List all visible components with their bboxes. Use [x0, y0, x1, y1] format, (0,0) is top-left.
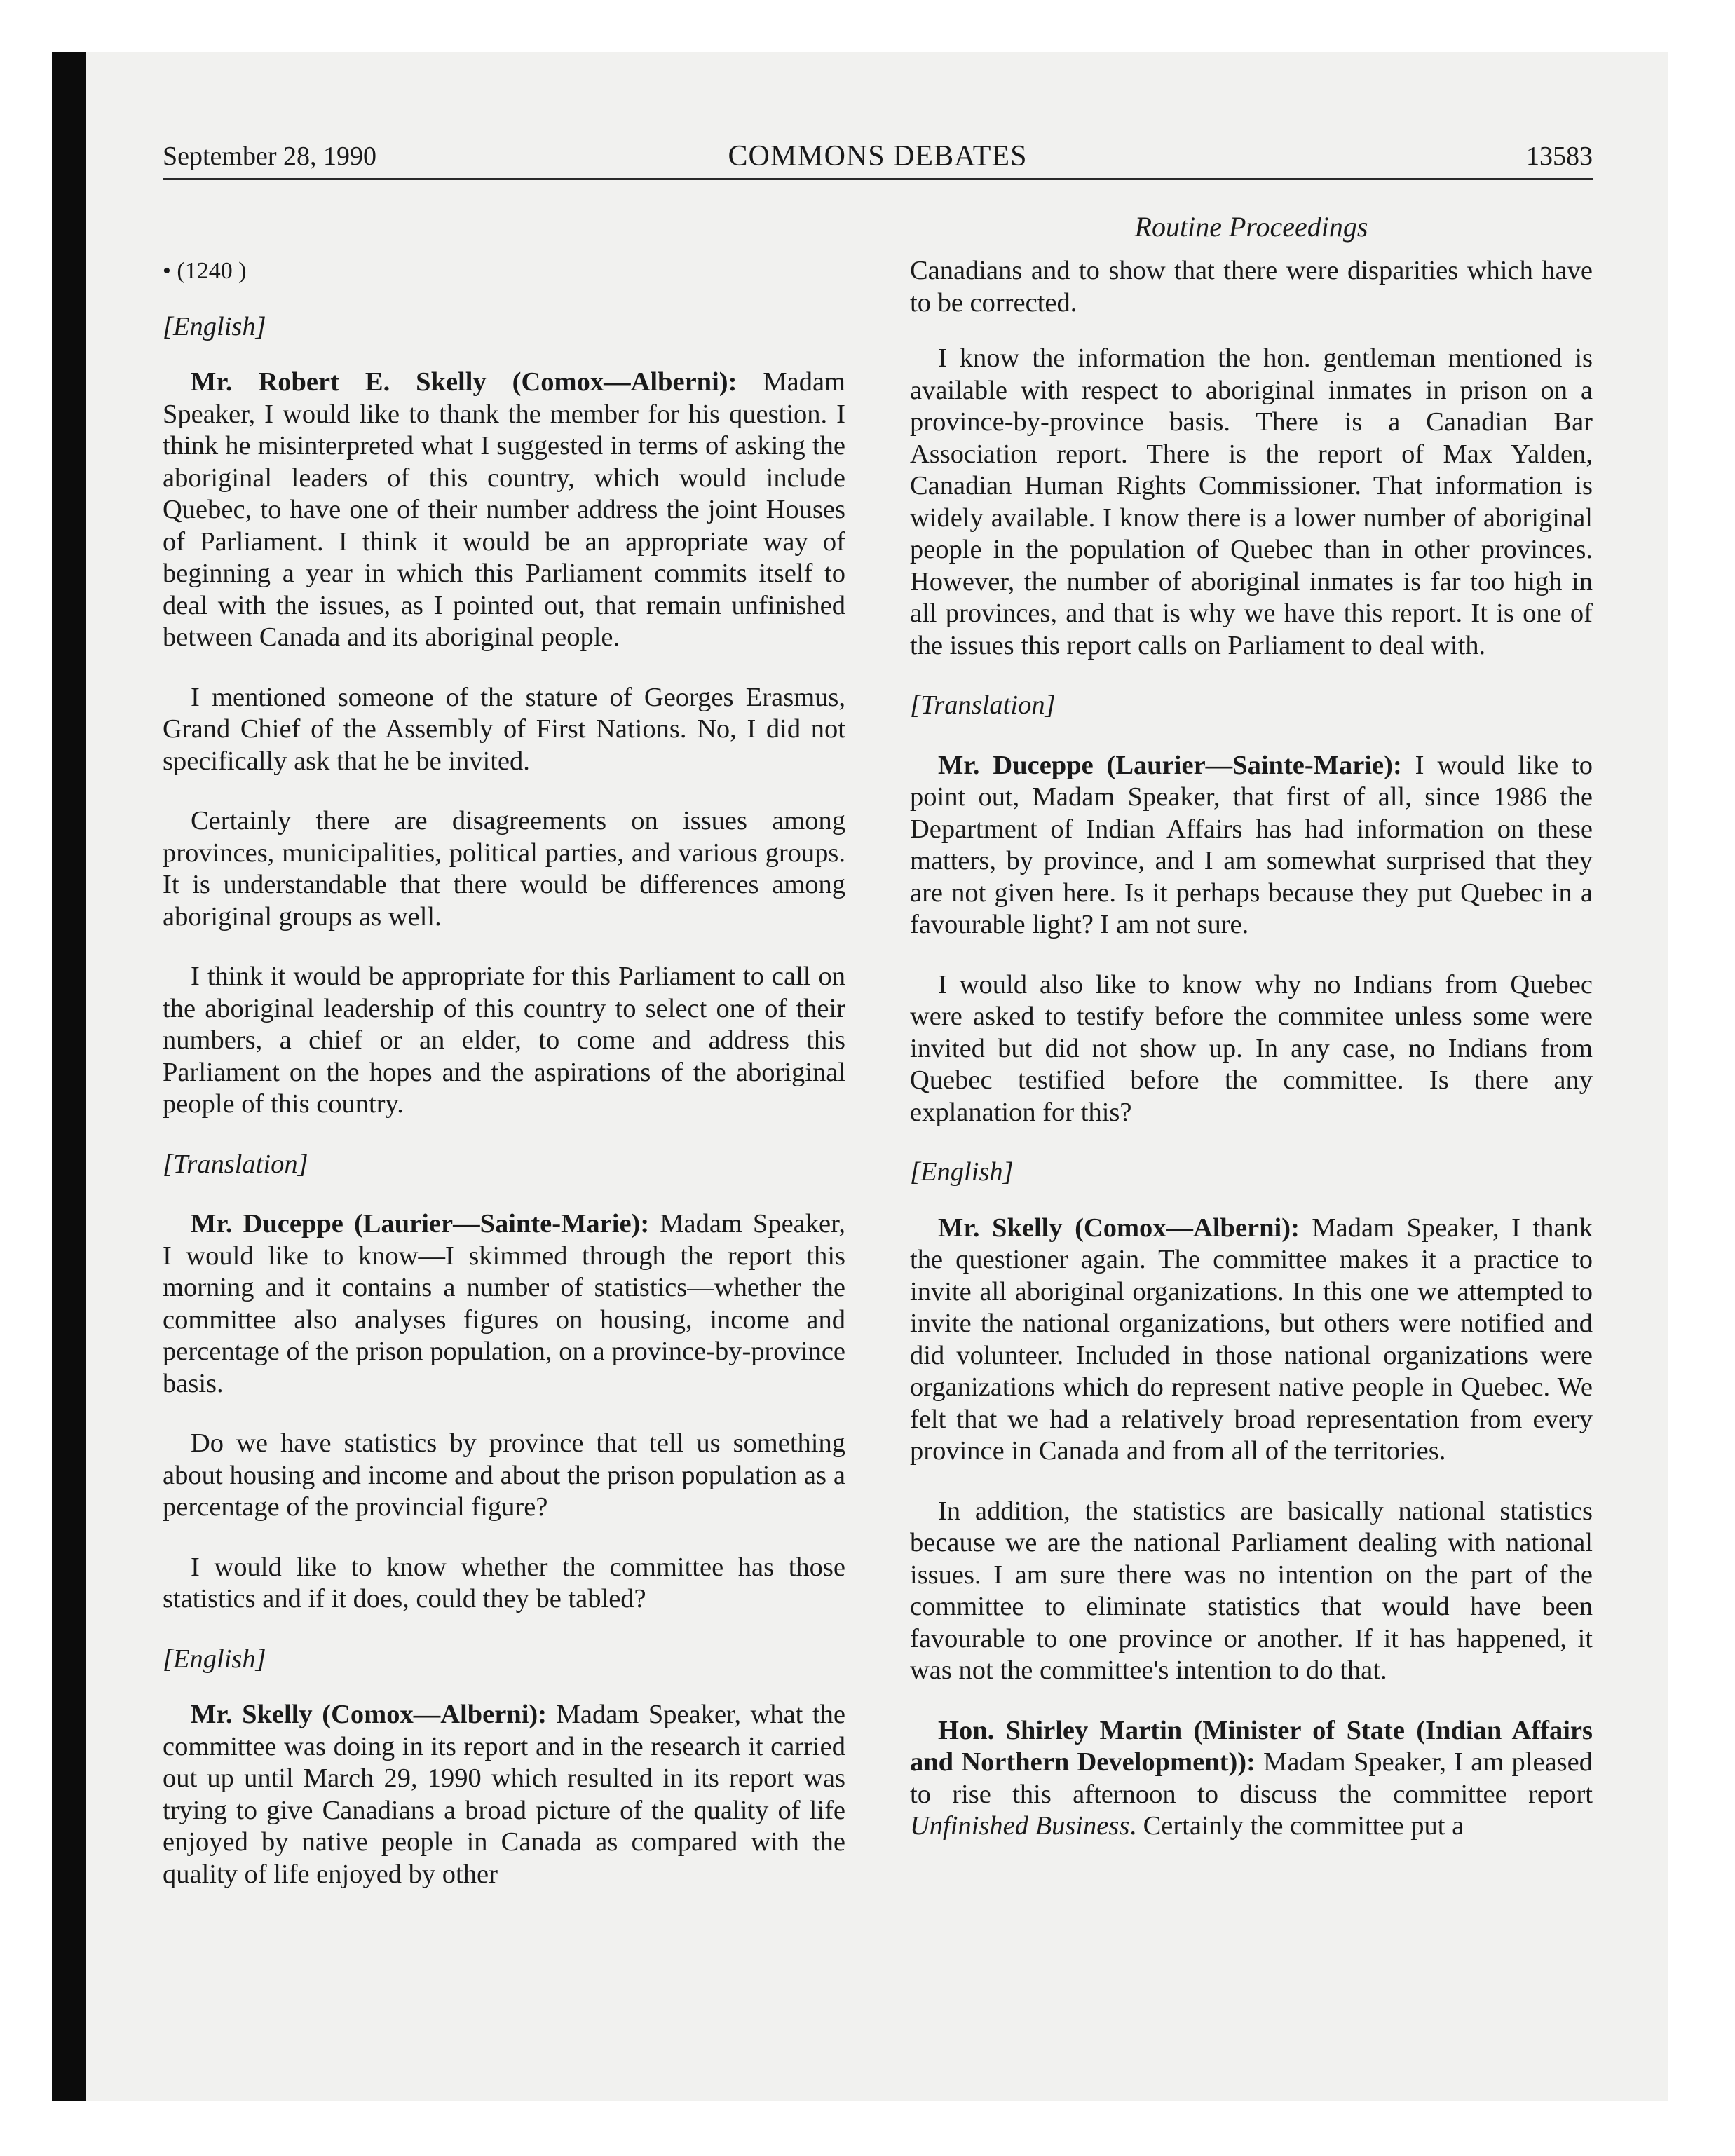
speech-text: I would like to point out, Madam Speaker, that first of all, since 1986 the Department of Indian Affairs has had information on these matters, by province, and I am somewhat surprised that they are not given here. Is it perhaps because they put Quebec in a favourable light? I am not sure.	[910, 750, 1593, 939]
speech-text: Madam Speaker, I would like to know—I skimmed through the report this morning and it contains a number of statistics—whether the committee also analyses figures on housing, income and percentage of the prison population, on a province-by-province basis.	[163, 1209, 846, 1398]
paragraph: In addition, the statistics are basically national statistics because we are the national Parliament dealing with national issues. I am sure there was no intention on the part of the committee to eliminate statistics that would have been favourable to one province or another. If it has happened, it was not the committee's intention to do that.	[910, 1496, 1593, 1685]
language-tag: [English]	[910, 1157, 1014, 1187]
report-title: Unfinished Business	[910, 1811, 1130, 1841]
language-tag: [English]	[163, 311, 266, 341]
speaker-name: Hon. Shirley Martin (Minister of State (Indian Affairs and Northern Development)):	[910, 1715, 1593, 1777]
paragraph: I mentioned someone of the stature of Georges Erasmus, Grand Chief of the Assembly of First Nations. No, I did not specifically ask that he be invited.	[163, 682, 845, 776]
paragraph	[910, 1213, 1593, 1468]
running-header	[163, 136, 1593, 180]
paragraph	[910, 1715, 1593, 1843]
speech-text: Madam Speaker, I would like to thank the member for his question. I think he misinterpreted what I suggested in terms of asking the aboriginal leaders of this country, which would include Quebec, to have one of their number address the joint Houses of Parliament. I think it would be an appropriate way of beginning a year in which this Parliament commits itself to deal with the issues, as I pointed out, that remain unfinished between Canada and its aboriginal people.	[163, 367, 845, 652]
left-column	[163, 255, 845, 1918]
paragraph-continued: Canadians and to show that there were disparities which have to be corrected.	[910, 256, 1593, 318]
speech-text: Madam Speaker, I am pleased to rise this afternoon to discuss the committee report	[910, 1747, 1593, 1809]
header-publication: COMMONS DEBATES	[728, 140, 1028, 172]
speaker-name: Mr. Duceppe (Laurier—Sainte-Marie):	[938, 750, 1402, 780]
speaker-name: Mr. Skelly (Comox—Alberni):	[938, 1213, 1300, 1243]
speech-text: Madam Speaker, I thank the questioner again. The committee makes it a practice to invite all aboriginal organizations. In this one we attempted to invite the national organizations, but others were notified and did volunteer. Included in those national organizations were organizations which do represent native people in Quebec. We felt that we had a relatively broad representation from every province in Canada and from all of the territories.	[910, 1213, 1593, 1466]
paragraph	[163, 1699, 845, 1890]
language-tag: [Translation]	[163, 1149, 308, 1179]
scanned-page-background	[52, 52, 1668, 2101]
paragraph: I know the information the hon. gentleman mentioned is available with respect to aboriginal inmates in prison on a province-by-province basis. There is a Canadian Bar Association report. There is the report of Max Yalden, Canadian Human Rights Commissioner. That information is widely available. I know there is a lower number of aboriginal people in the population of Quebec than in other provinces. However, the number of aboriginal inmates is far too high in all provinces, and that is why we have this report. It is one of the issues this report calls on Parliament to deal with.	[910, 343, 1593, 660]
right-column	[910, 255, 1593, 1871]
section-label: Routine Proceedings	[1134, 211, 1368, 243]
paragraph: I would also like to know why no Indians from Quebec were asked to testify before the commitee unless some were invited but did not show up. In any case, no Indians from Quebec testified before the committee. Is there any explanation for this?	[910, 969, 1593, 1127]
paragraph	[163, 367, 845, 654]
binding-shadow	[52, 52, 86, 2101]
speaker-name: Mr. Skelly (Comox—Alberni):	[191, 1700, 547, 1729]
paragraph	[163, 1208, 845, 1400]
speaker-name: Mr. Duceppe (Laurier—Sainte-Marie):	[191, 1209, 650, 1239]
language-tag: [English]	[163, 1644, 266, 1674]
language-tag: [Translation]	[910, 690, 1056, 720]
header-page-number: 13583	[1526, 142, 1593, 171]
paragraph: Do we have statistics by province that tell us something about housing and income and about the prison population as a percentage of the provincial figure?	[163, 1428, 845, 1522]
paragraph: Certainly there are disagreements on issues among provinces, municipalities, political parties, and various groups. It is understandable that there would be differences among aboriginal groups as well.	[163, 806, 845, 932]
paragraph	[910, 750, 1593, 941]
paragraph: I think it would be appropriate for this Parliament to call on the aboriginal leadership of this country to select one of their numbers, a chief or an elder, to come and address this Parliament on the hopes and the aspirations of the aboriginal people of this country.	[163, 962, 845, 1119]
header-date: September 28, 1990	[163, 142, 377, 171]
paragraph: I would like to know whether the committee has those statistics and if it does, could they be tabled?	[163, 1552, 845, 1613]
speaker-name: Mr. Robert E. Skelly (Comox—Alberni):	[191, 367, 737, 397]
time-marker: • (1240 )	[163, 258, 247, 284]
speech-text: Madam Speaker, what the committee was doing in its report and in the research it carried out up until March 29, 1990 which resulted in its report was trying to give Canadians a broad picture of the quality of life enjoyed by native people in Canada as compared with the quality of life enjoyed by other	[163, 1700, 846, 1889]
speech-text: . Certainly the committee put a	[1129, 1811, 1464, 1841]
hansard-page	[163, 136, 1593, 2085]
